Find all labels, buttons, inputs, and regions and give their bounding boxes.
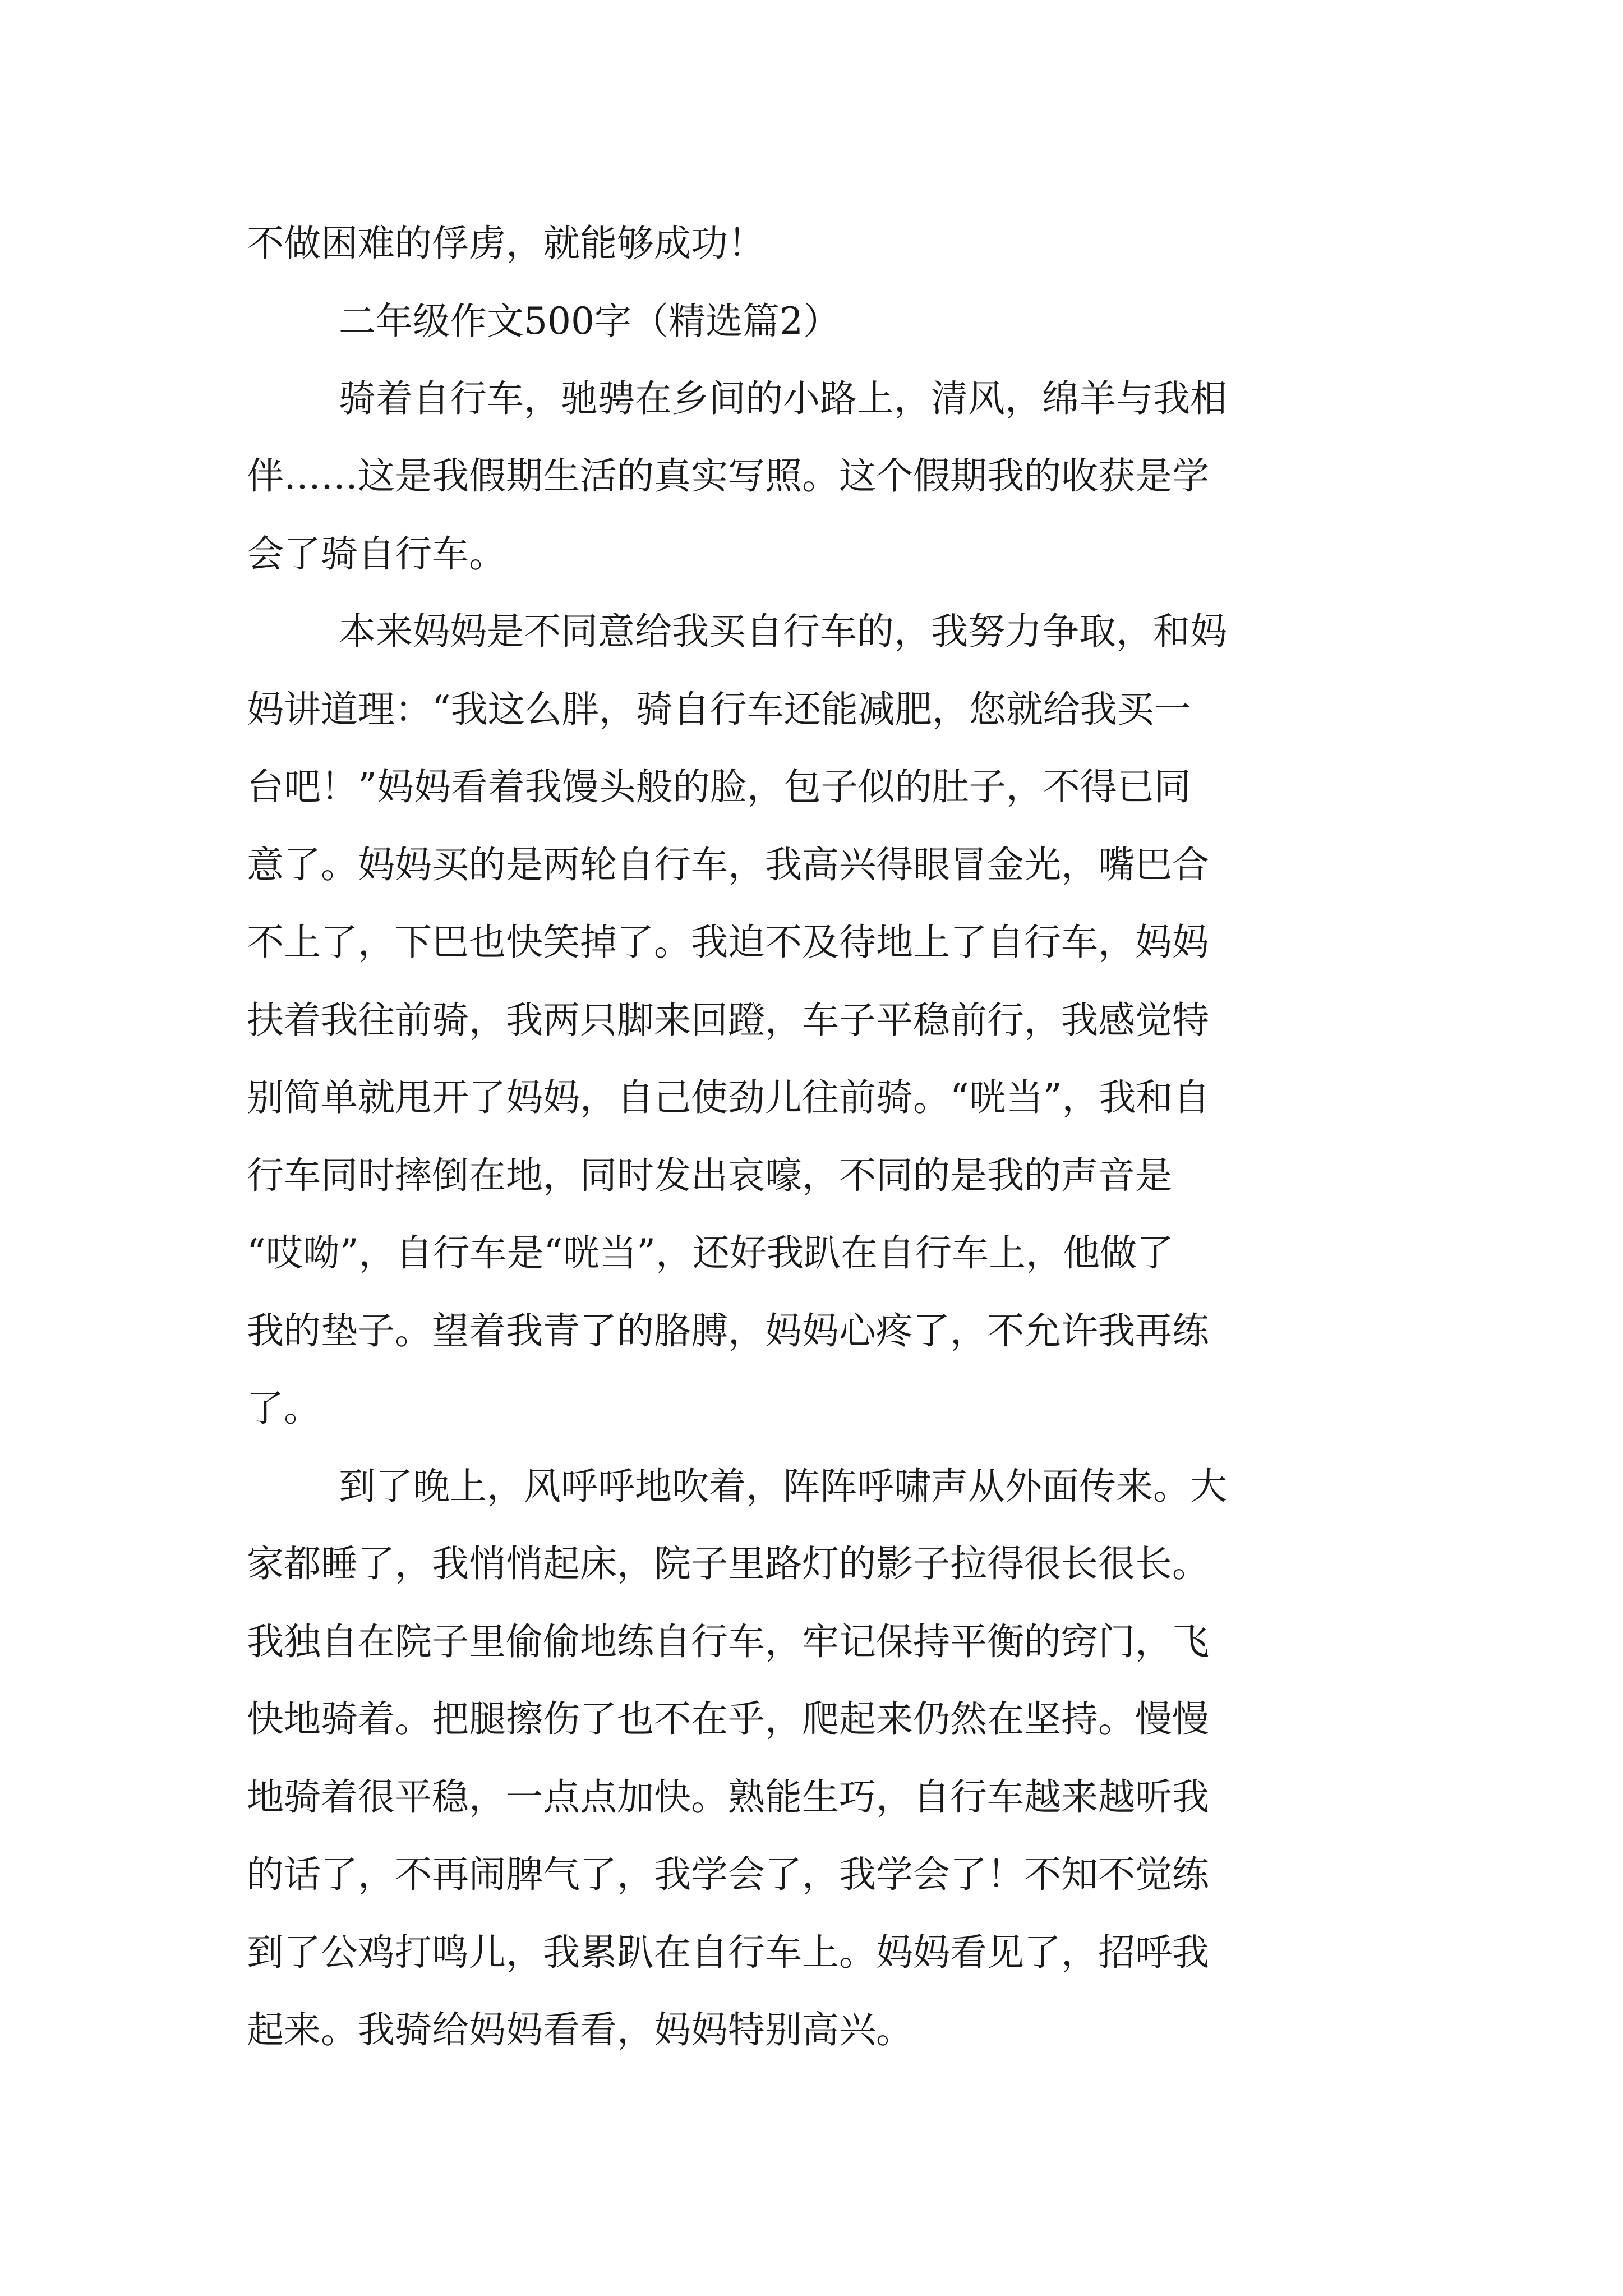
text-line-24: 起来。我骑给妈妈看看，妈妈特别高兴。 — [247, 2008, 913, 2051]
text-line-16: 了。 — [247, 1387, 321, 1430]
text-line-18: 家都睡了，我悄悄起床，院子里路灯的影子拉得很长很长。 — [247, 1542, 1209, 1585]
text-line-22: 的话了，不再闹脾气了，我学会了，我学会了！不知不觉练 — [247, 1853, 1209, 1896]
text-line-7: 妈讲道理：“我这么胖，骑自行车还能减肥，您就给我买一 — [247, 688, 1191, 731]
text-line-11: 扶着我往前骑，我两只脚来回蹬，车子平稳前行，我感觉特 — [247, 999, 1209, 1042]
text-line-10: 不上了，下巴也快笑掉了。我迫不及待地上了自行车，妈妈 — [247, 921, 1209, 964]
text-line-19: 我独自在院子里偷偷地练自行车，牢记保持平衡的窍门，飞 — [247, 1620, 1209, 1663]
text-line-13: 行车同时摔倒在地，同时发出哀嚎，不同的是我的声音是 — [247, 1154, 1172, 1197]
section-heading: 二年级作文500字（精选篇2） — [339, 300, 840, 343]
text-line-6: 本来妈妈是不同意给我买自行车的，我努力争取，和妈 — [339, 610, 1227, 653]
text-line-21: 地骑着很平稳，一点点加快。熟能生巧，自行车越来越听我 — [247, 1775, 1209, 1819]
text-line-8: 台吧！”妈妈看着我馒头般的脸，包子似的肚子，不得已同 — [247, 765, 1191, 808]
text-line-14: “哎呦”，自行车是“咣当”，还好我趴在自行车上，他做了 — [247, 1231, 1174, 1274]
text-line-12: 别简单就甩开了妈妈，自己使劲儿往前骑。“咣当”，我和自 — [247, 1076, 1210, 1119]
text-line-15: 我的垫子。望着我青了的胳膊，妈妈心疼了，不允许我再练 — [247, 1309, 1209, 1352]
text-line-1: 不做困难的俘虏，就能够成功！ — [247, 222, 765, 265]
text-line-4: 伴……这是我假期生活的真实写照。这个假期我的收获是学 — [247, 454, 1209, 498]
text-line-23: 到了公鸡打鸣儿，我累趴在自行车上。妈妈看见了，招呼我 — [247, 1931, 1209, 1974]
text-line-3: 骑着自行车，驰骋在乡间的小路上，清风，绵羊与我相 — [339, 377, 1227, 420]
text-line-17: 到了晚上，风呼呼地吹着，阵阵呼啸声从外面传来。大 — [339, 1465, 1227, 1508]
text-line-5: 会了骑自行车。 — [247, 532, 506, 576]
text-line-9: 意了。妈妈买的是两轮自行车，我高兴得眼冒金光，嘴巴合 — [247, 843, 1209, 886]
text-line-20: 快地骑着。把腿擦伤了也不在乎，爬起来仍然在坚持。慢慢 — [247, 1697, 1209, 1741]
